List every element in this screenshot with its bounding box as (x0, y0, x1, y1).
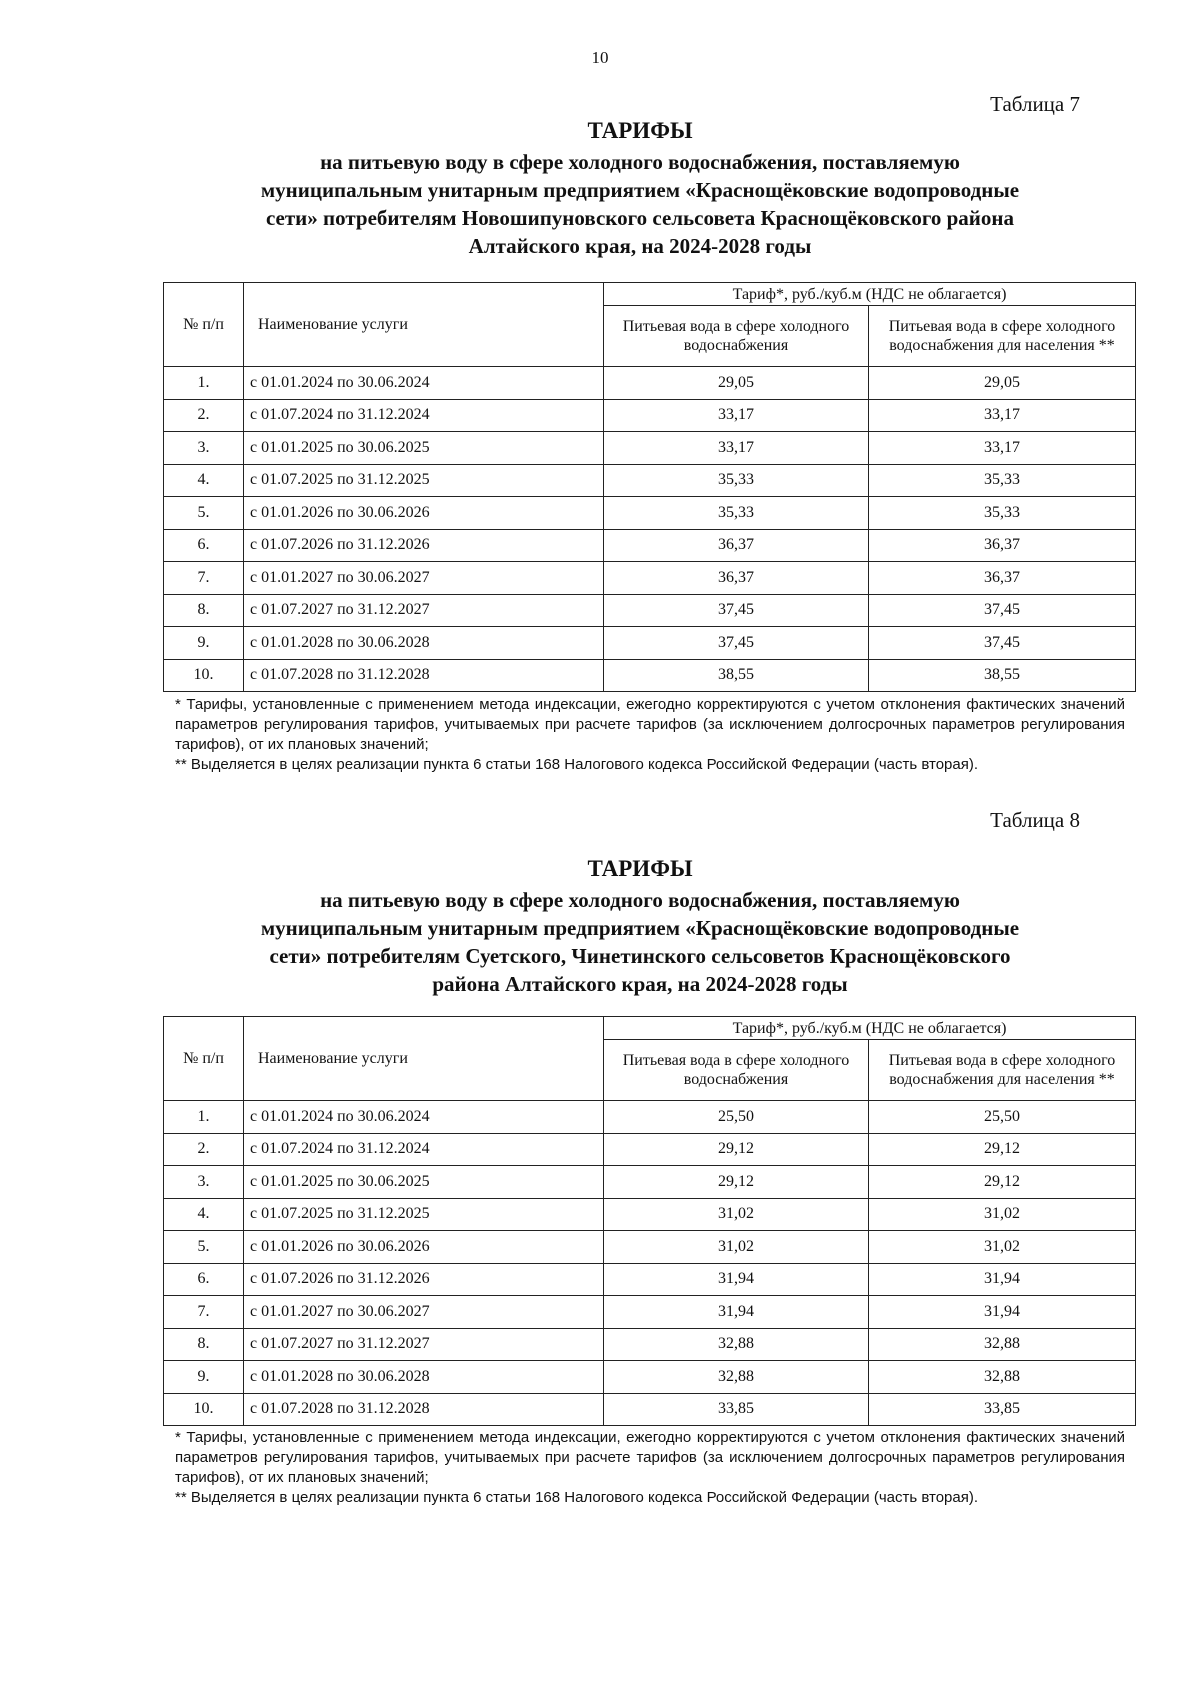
row-num: 5. (164, 1231, 244, 1264)
subtitle-line: на питьевую воду в сфере холодного водоснабжения, поставляемую (320, 150, 960, 174)
row-num: 9. (164, 627, 244, 660)
footnotes (175, 1428, 1125, 1508)
row-period: с 01.07.2028 по 31.12.2028 (244, 659, 604, 692)
row-value-1: 35,33 (604, 464, 869, 497)
subtitle-line: на питьевую воду в сфере холодного водоснабжения, поставляемую (320, 888, 960, 912)
row-value-2: 33,85 (869, 1393, 1136, 1426)
row-period: с 01.07.2025 по 31.12.2025 (244, 464, 604, 497)
row-value-1: 33,17 (604, 432, 869, 465)
header-num: № п/п (164, 283, 244, 367)
row-value-2: 37,45 (869, 627, 1136, 660)
row-period: с 01.01.2026 по 30.06.2026 (244, 497, 604, 530)
row-num: 1. (164, 1101, 244, 1134)
row-num: 3. (164, 432, 244, 465)
row-value-2: 38,55 (869, 659, 1136, 692)
row-period: с 01.01.2028 по 30.06.2028 (244, 1361, 604, 1394)
row-value-1: 29,12 (604, 1133, 869, 1166)
row-num: 7. (164, 1296, 244, 1329)
row-period: с 01.01.2024 по 30.06.2024 (244, 1101, 604, 1134)
footnote: ** Выделяется в целях реализации пункта 6 статьи 168 Налогового кодекса Российской Федерации (часть вторая). (175, 756, 979, 773)
table-row (164, 1393, 1136, 1426)
row-value-2: 33,17 (869, 432, 1136, 465)
header-col2: Питьевая вода в сфере холодного водоснабжения для населения ** (869, 306, 1136, 367)
tariff-table (163, 1016, 1136, 1426)
row-num: 10. (164, 659, 244, 692)
row-period: с 01.01.2026 по 30.06.2026 (244, 1231, 604, 1264)
row-period: с 01.07.2025 по 31.12.2025 (244, 1198, 604, 1231)
table-label: Таблица 8 (990, 808, 1080, 832)
row-period: с 01.01.2027 по 30.06.2027 (244, 562, 604, 595)
row-value-1: 31,94 (604, 1296, 869, 1329)
row-value-1: 33,85 (604, 1393, 869, 1426)
row-num: 10. (164, 1393, 244, 1426)
row-value-1: 32,88 (604, 1328, 869, 1361)
table-row (164, 464, 1136, 497)
subtitle-line: сети» потребителям Суетского, Чинетинского сельсоветов Краснощёковского (269, 944, 1011, 968)
row-num: 6. (164, 1263, 244, 1296)
header-col2: Питьевая вода в сфере холодного водоснабжения для населения ** (869, 1040, 1136, 1101)
row-value-1: 29,12 (604, 1166, 869, 1199)
row-value-2: 32,88 (869, 1361, 1136, 1394)
row-value-2: 36,37 (869, 562, 1136, 595)
table-row (164, 1361, 1136, 1394)
header-service: Наименование услуги (244, 1017, 604, 1101)
header-num: № п/п (164, 1017, 244, 1101)
footnote: * Тарифы, установленные с применением метода индексации, ежегодно корректируются с учетом отклонения фактических значений параметров регулирования тарифов, учитываемых при расчете тарифов (за исключением долгосрочных параметров регулирования тарифов), от их плановых значений; (175, 696, 1125, 753)
subtitle-line: района Алтайского края, на 2024-2028 годы (432, 972, 848, 996)
row-value-1: 31,02 (604, 1231, 869, 1264)
row-value-1: 38,55 (604, 659, 869, 692)
table-row (164, 1296, 1136, 1329)
row-period: с 01.01.2027 по 30.06.2027 (244, 1296, 604, 1329)
table-row (164, 1166, 1136, 1199)
row-value-1: 33,17 (604, 399, 869, 432)
row-value-2: 35,33 (869, 464, 1136, 497)
subtitle-line: муниципальным унитарным предприятием «Краснощёковские водопроводные (260, 178, 1020, 202)
row-period: с 01.01.2024 по 30.06.2024 (244, 367, 604, 400)
row-value-2: 31,94 (869, 1296, 1136, 1329)
row-value-2: 31,94 (869, 1263, 1136, 1296)
table-title-block (150, 118, 1130, 260)
header-tariff-group: Тариф*, руб./куб.м (НДС не облагается) (604, 283, 1136, 306)
row-value-2: 25,50 (869, 1101, 1136, 1134)
table-row (164, 1328, 1136, 1361)
row-num: 3. (164, 1166, 244, 1199)
row-period: с 01.01.2025 по 30.06.2025 (244, 432, 604, 465)
row-num: 2. (164, 399, 244, 432)
row-value-2: 32,88 (869, 1328, 1136, 1361)
row-value-1: 37,45 (604, 594, 869, 627)
table-row (164, 1263, 1136, 1296)
subtitle-line: сети» потребителям Новошипуновского сельсовета Краснощёковского района (265, 206, 1015, 230)
row-num: 4. (164, 464, 244, 497)
row-num: 9. (164, 1361, 244, 1394)
row-value-1: 25,50 (604, 1101, 869, 1134)
row-period: с 01.07.2028 по 31.12.2028 (244, 1393, 604, 1426)
row-value-2: 31,02 (869, 1198, 1136, 1231)
row-num: 6. (164, 529, 244, 562)
footnote: * Тарифы, установленные с применением метода индексации, ежегодно корректируются с учетом отклонения фактических значений параметров регулирования тарифов, учитываемых при расчете тарифов (за исключением долгосрочных параметров регулирования тарифов), от их плановых значений; (175, 1429, 1125, 1486)
row-value-2: 31,02 (869, 1231, 1136, 1264)
row-value-2: 35,33 (869, 497, 1136, 530)
row-value-2: 33,17 (869, 399, 1136, 432)
row-num: 8. (164, 1328, 244, 1361)
table-row (164, 399, 1136, 432)
row-num: 1. (164, 367, 244, 400)
row-period: с 01.07.2024 по 31.12.2024 (244, 1133, 604, 1166)
table-row (164, 1101, 1136, 1134)
tariff-table (163, 282, 1136, 692)
table-row (164, 367, 1136, 400)
row-value-2: 37,45 (869, 594, 1136, 627)
table-row (164, 432, 1136, 465)
table-row (164, 659, 1136, 692)
row-value-2: 29,05 (869, 367, 1136, 400)
row-num: 5. (164, 497, 244, 530)
row-num: 2. (164, 1133, 244, 1166)
row-value-1: 31,94 (604, 1263, 869, 1296)
table-title: ТАРИФЫ (587, 118, 693, 143)
row-period: с 01.07.2027 по 31.12.2027 (244, 594, 604, 627)
row-value-1: 32,88 (604, 1361, 869, 1394)
row-value-2: 36,37 (869, 529, 1136, 562)
row-value-1: 31,02 (604, 1198, 869, 1231)
row-value-1: 29,05 (604, 367, 869, 400)
row-value-2: 29,12 (869, 1166, 1136, 1199)
row-value-2: 29,12 (869, 1133, 1136, 1166)
table-row (164, 1133, 1136, 1166)
header-col1: Питьевая вода в сфере холодного водоснабжения (604, 1040, 869, 1101)
row-period: с 01.07.2027 по 31.12.2027 (244, 1328, 604, 1361)
table-title: ТАРИФЫ (587, 856, 693, 881)
row-num: 7. (164, 562, 244, 595)
footnote: ** Выделяется в целях реализации пункта 6 статьи 168 Налогового кодекса Российской Федерации (часть вторая). (175, 1489, 979, 1506)
table-row (164, 594, 1136, 627)
table-label: Таблица 7 (990, 92, 1080, 116)
header-col1: Питьевая вода в сфере холодного водоснабжения (604, 306, 869, 367)
subtitle-line: муниципальным унитарным предприятием «Краснощёковские водопроводные (260, 916, 1020, 940)
header-tariff-group: Тариф*, руб./куб.м (НДС не облагается) (604, 1017, 1136, 1040)
row-period: с 01.07.2026 по 31.12.2026 (244, 529, 604, 562)
row-num: 4. (164, 1198, 244, 1231)
table-row (164, 497, 1136, 530)
row-value-1: 36,37 (604, 529, 869, 562)
row-period: с 01.01.2025 по 30.06.2025 (244, 1166, 604, 1199)
row-period: с 01.07.2024 по 31.12.2024 (244, 399, 604, 432)
row-value-1: 36,37 (604, 562, 869, 595)
table-row (164, 529, 1136, 562)
footnotes (175, 695, 1125, 775)
row-period: с 01.01.2028 по 30.06.2028 (244, 627, 604, 660)
table-row (164, 1198, 1136, 1231)
row-period: с 01.07.2026 по 31.12.2026 (244, 1263, 604, 1296)
row-num: 8. (164, 594, 244, 627)
row-value-1: 35,33 (604, 497, 869, 530)
table-title-block (150, 856, 1130, 998)
subtitle-line: Алтайского края, на 2024-2028 годы (468, 234, 812, 258)
row-value-1: 37,45 (604, 627, 869, 660)
table-row (164, 627, 1136, 660)
page-number: 10 (591, 48, 609, 67)
header-service: Наименование услуги (244, 283, 604, 367)
table-row (164, 1231, 1136, 1264)
table-row (164, 562, 1136, 595)
